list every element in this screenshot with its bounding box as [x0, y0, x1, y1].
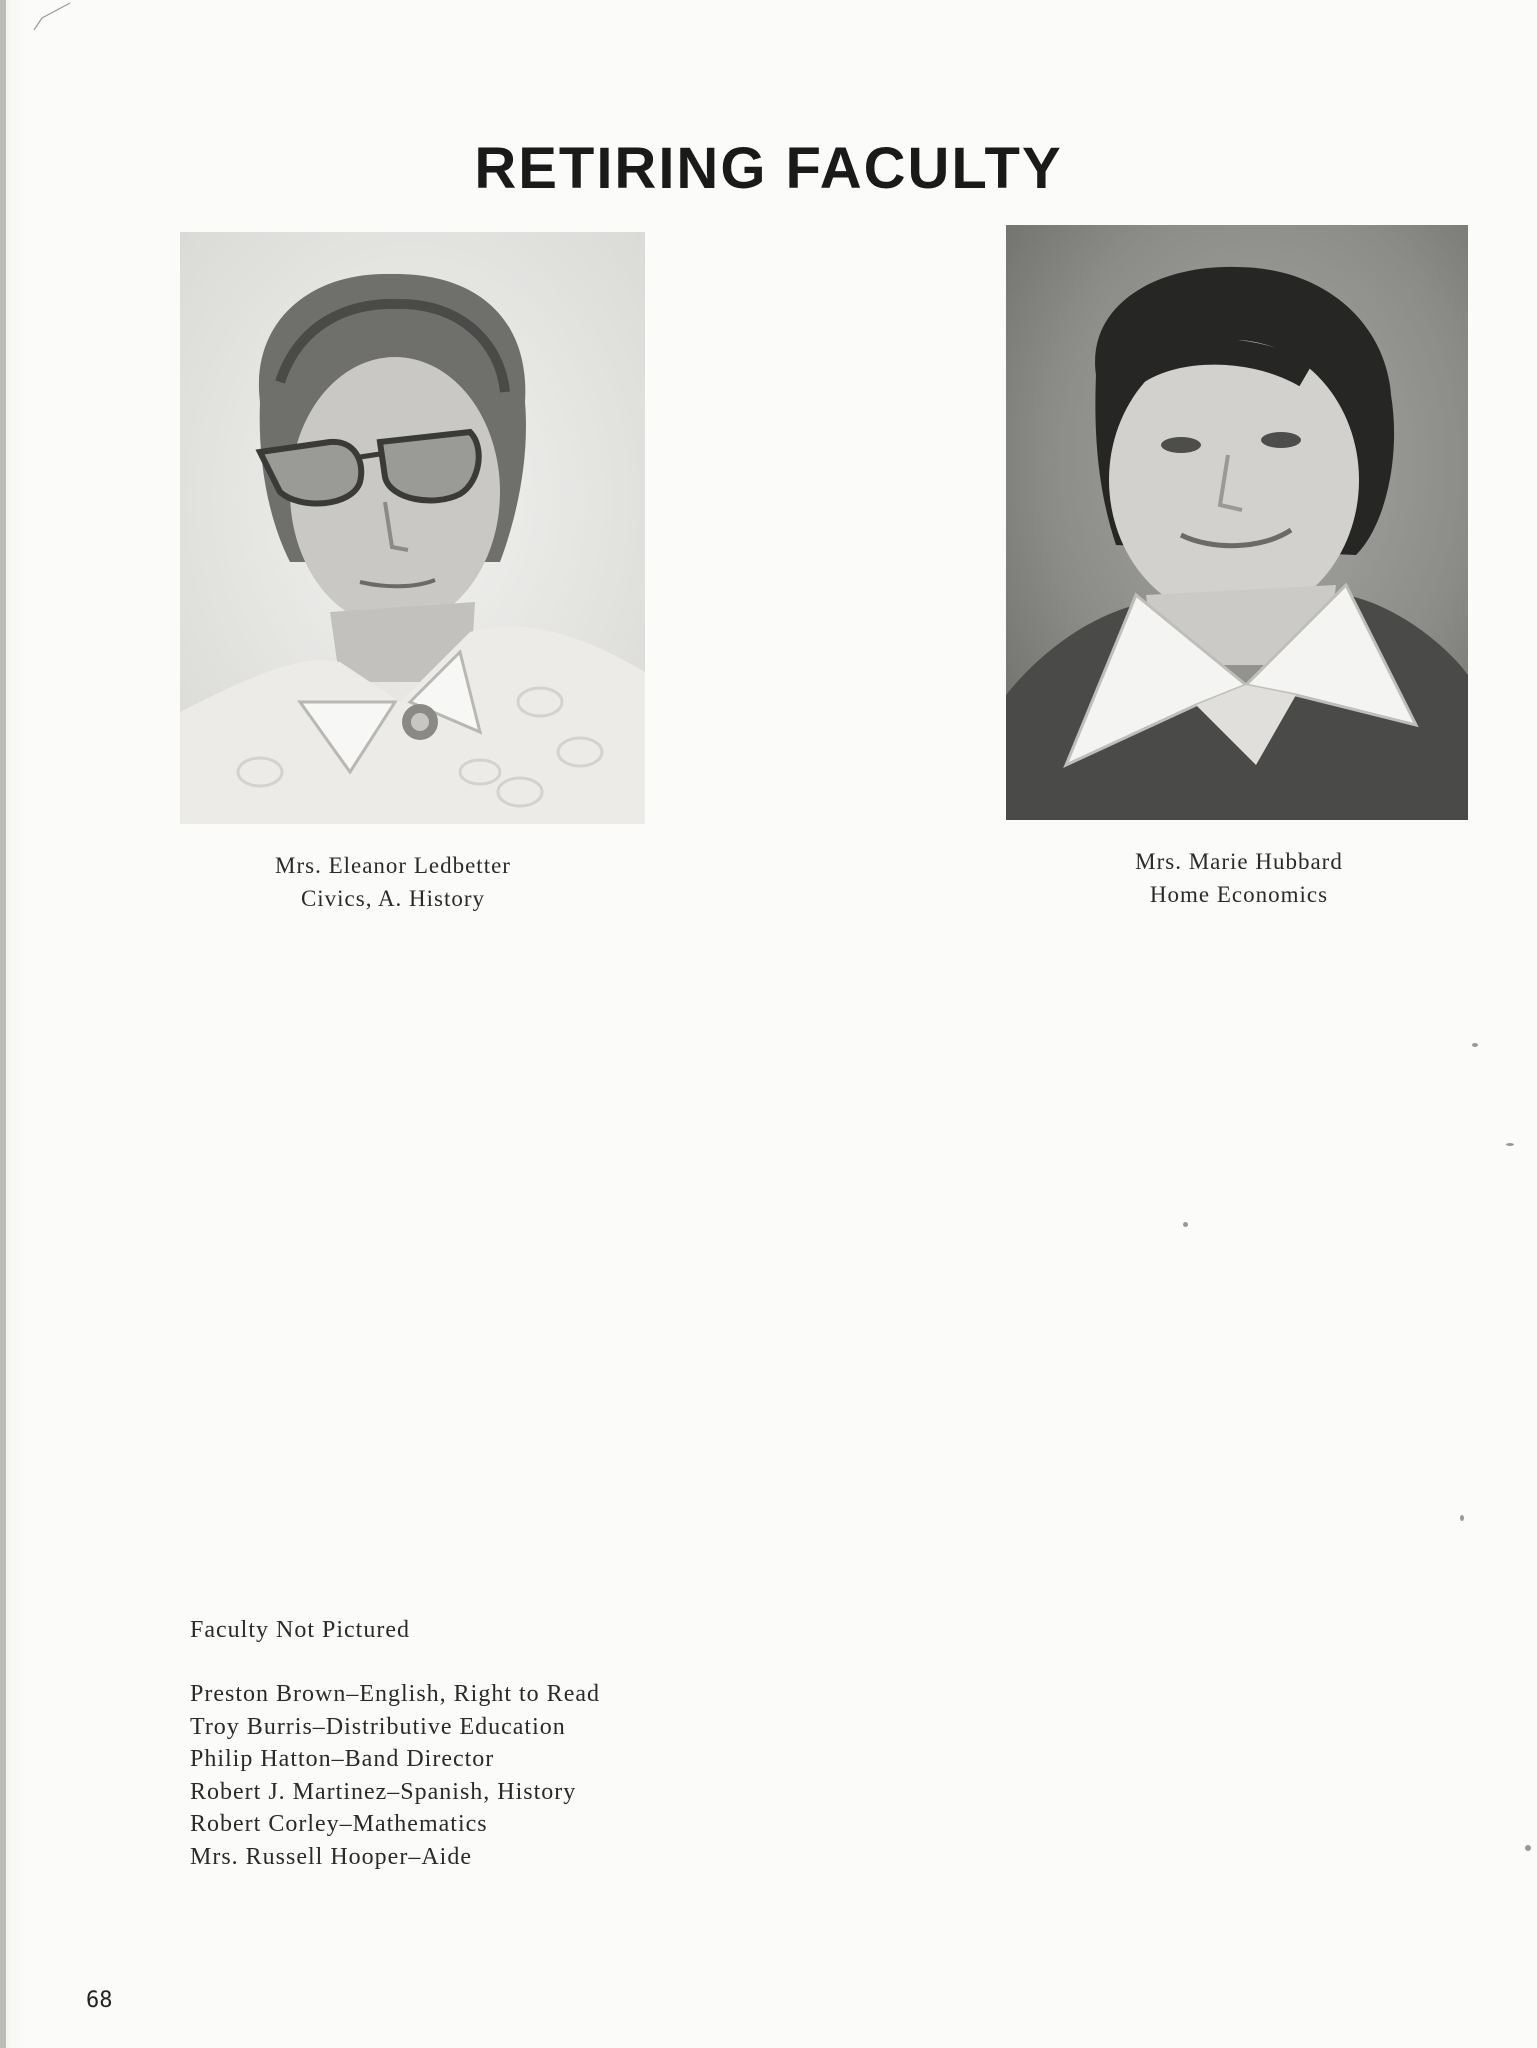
caption-ledbetter — [183, 849, 603, 915]
pencil-check-mark — [30, 0, 74, 34]
portrait-photo-ledbetter — [180, 232, 645, 824]
list-item: Mrs. Russell Hooper–Aide — [190, 1843, 472, 1870]
page-title: RETIRING FACULTY — [474, 136, 1063, 201]
faculty-subject: Home Economics — [1149, 882, 1329, 907]
list-item: Troy Burris–Distributive Education — [190, 1713, 566, 1740]
page-number: 68 — [86, 1988, 113, 2013]
faculty-name: Mrs. Marie Hubbard — [1135, 849, 1343, 874]
paper-speck — [1525, 1845, 1531, 1851]
not-pictured-list — [190, 1678, 890, 1873]
list-item: Philip Hatton–Band Director — [190, 1746, 495, 1772]
paper-speck — [1460, 1515, 1464, 1521]
paper-speck — [1506, 1143, 1514, 1146]
page-spine-shadow — [0, 0, 6, 2048]
paper-speck — [1472, 1043, 1478, 1047]
faculty-not-pictured-section — [190, 1614, 890, 1873]
list-item: Robert J. Martinez–Spanish, History — [190, 1778, 577, 1805]
list-item: Robert Corley–Mathematics — [190, 1811, 488, 1837]
paper-speck — [1183, 1222, 1188, 1227]
list-item: Preston Brown–English, Right to Read — [190, 1681, 600, 1707]
not-pictured-heading: Faculty Not Pictured — [190, 1617, 410, 1643]
caption-hubbard — [1029, 845, 1449, 911]
faculty-subject: Civics, A. History — [300, 886, 486, 911]
portrait-photo-hubbard — [1006, 225, 1468, 820]
faculty-name: Mrs. Eleanor Ledbetter — [275, 853, 511, 878]
